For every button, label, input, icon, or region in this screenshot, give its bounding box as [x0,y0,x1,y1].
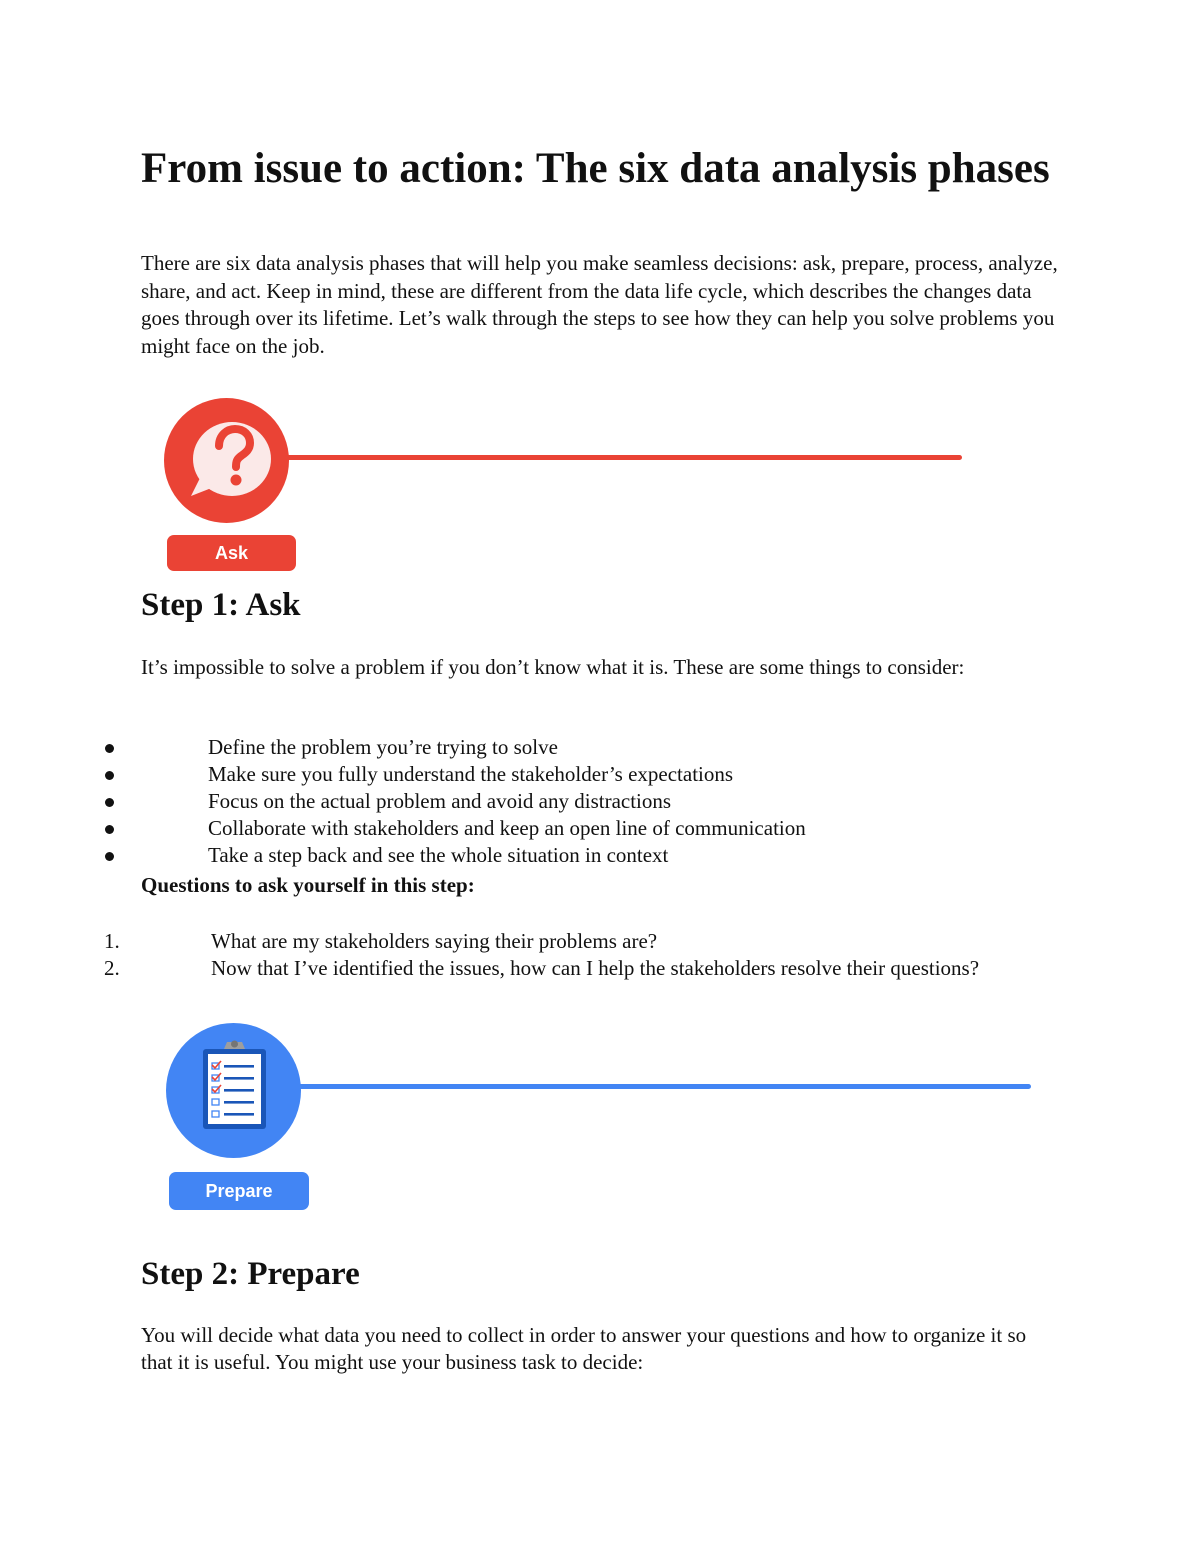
ask-phase-label: Ask [167,535,296,571]
step1-description: It’s impossible to solve a problem if you don’t know what it is. These are some things to consider: [141,655,965,679]
bullet-icon [105,744,114,753]
list-item [102,734,1002,761]
list-item-text: Take a step back and see the whole situation in context [208,843,669,867]
step2-description: You will decide what data you need to collect in order to answer your questions and how to organize it so that it is useful. You might use your business task to decide: [141,1323,1027,1374]
bullet-icon [105,825,114,834]
list-item [102,815,1002,842]
prepare-phase-line [290,1084,1031,1089]
question-speech-bubble-icon [164,398,289,523]
step2-heading: Step 2: Prepare [141,1256,360,1292]
ask-phase-graphic [160,395,970,575]
clipboard-checklist-icon [166,1023,301,1158]
list-item [102,761,1002,788]
bullet-icon [105,798,114,807]
question-number: 1. [104,929,120,953]
ask-phase-line [280,455,962,460]
prepare-phase-label: Prepare [169,1172,309,1210]
step1-questions-heading: Questions to ask yourself in this step: [141,873,475,897]
step1-bullet-list [102,734,1002,869]
question-text [141,955,991,982]
list-item-text: Define the problem you’re trying to solve [208,735,558,759]
ask-phase-circle [164,398,289,523]
list-item [102,788,1002,815]
page-title: From issue to action: The six data analysis phases [141,145,1050,192]
bullet-icon [105,852,114,861]
step1-heading: Step 1: Ask [141,587,301,623]
question-text-content: Now that I’ve identified the issues, how can I help the stakeholders resolve their questions? [211,956,980,980]
question-number: 2. [104,956,120,980]
list-item-text: Collaborate with stakeholders and keep an open line of communication [208,816,806,840]
list-item-text: Make sure you fully understand the stakeholder’s expectations [208,762,734,786]
prepare-phase-graphic [160,1020,1040,1215]
list-item [102,842,1002,869]
prepare-phase-circle [166,1023,301,1158]
list-item-text: Focus on the actual problem and avoid any distractions [208,789,672,813]
question-text: What are my stakeholders saying their problems are? [211,929,658,953]
bullet-icon [105,771,114,780]
intro-paragraph: There are six data analysis phases that will help you make seamless decisions: ask, prepare, process, analyze, share, and act. Keep in mind, these are different from the data life cycle, which describes the changes data goes through over its lifetime. Let’s walk through the steps to see how they can help you solve problems you might face on the job. [141,251,1058,358]
